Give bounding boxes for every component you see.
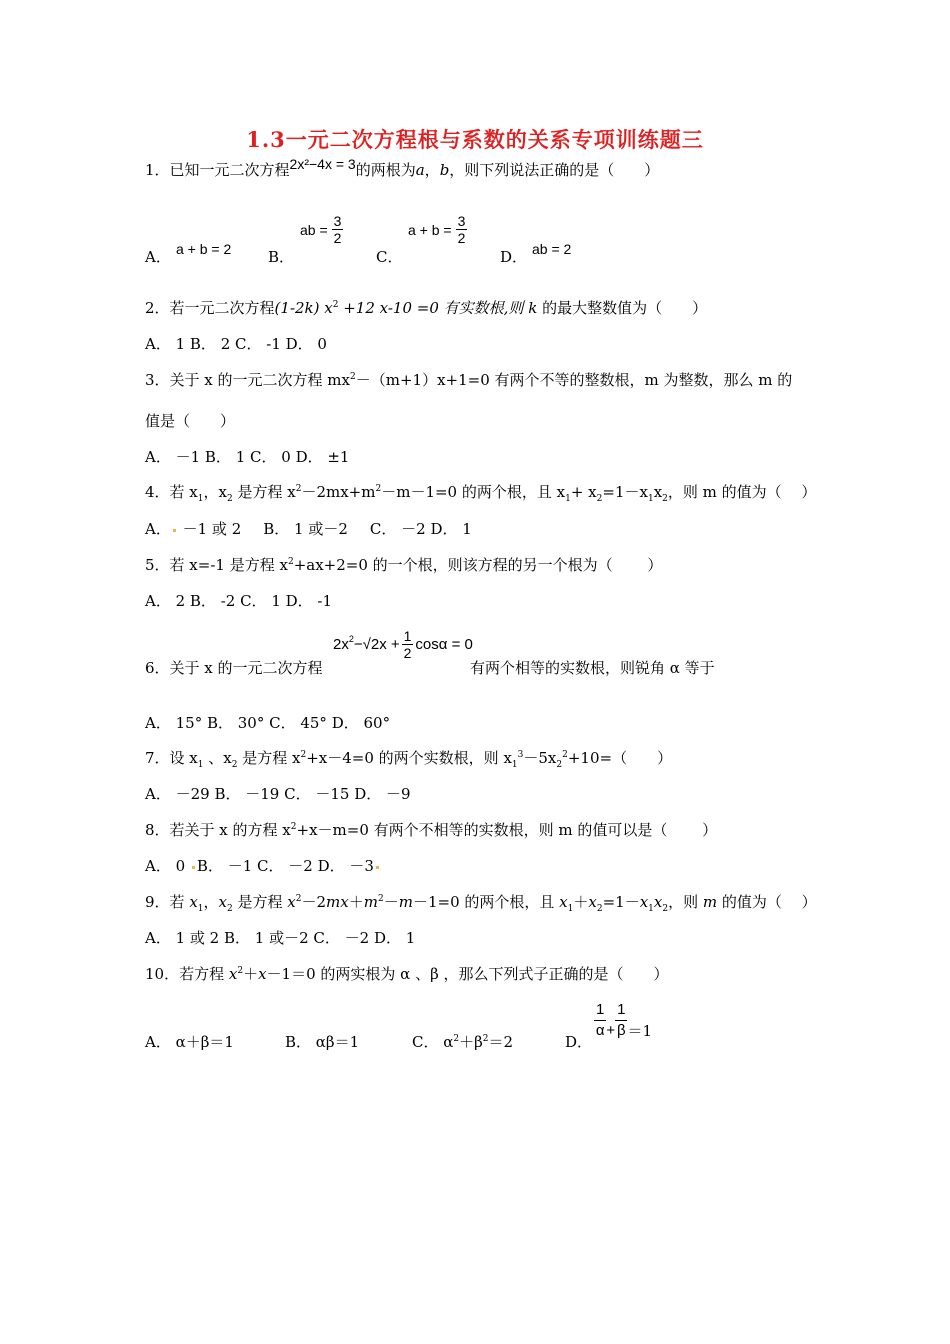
question-1 xyxy=(145,156,660,180)
question-9-text-g: －1=0 的两个根，且 xyxy=(412,893,560,911)
question-2-text-d: 的最大整数值为（ ） xyxy=(537,299,708,317)
numerator: 1 xyxy=(615,1000,627,1021)
subscript: 2 xyxy=(662,494,668,504)
question-4-text-h: x xyxy=(653,483,663,501)
denominator: β xyxy=(616,1022,626,1039)
question-9-text-f: － xyxy=(383,893,399,911)
eq-fraction xyxy=(402,628,414,661)
var-x: x xyxy=(258,965,267,983)
question-5-options: A． 2 B． -2 C． 1 D． -1 xyxy=(145,592,333,610)
question-7 xyxy=(145,748,672,768)
question-4-text-c: 是方程 x xyxy=(232,483,296,501)
numerator: 1 xyxy=(403,628,412,644)
question-4-text-g: =1－x xyxy=(602,483,648,501)
var-m: m xyxy=(702,893,718,911)
superscript: 2 xyxy=(295,484,302,494)
subscript: 2 xyxy=(231,760,238,770)
q1-option-b xyxy=(300,213,343,246)
superscript: 2 xyxy=(453,1034,460,1044)
var-a: a xyxy=(415,161,425,179)
equals-one: ＝1 xyxy=(627,1022,652,1040)
q1-option-c-lhs: a + b = xyxy=(408,221,452,238)
question-2-text: 2．若一元二次方程 xyxy=(145,299,275,317)
fraction-one-over-beta xyxy=(615,1000,627,1041)
var-x: x xyxy=(287,893,296,911)
subscript: 1 xyxy=(647,494,654,504)
q10-option-c-part: ＋β xyxy=(459,1033,483,1051)
superscript: 3 xyxy=(517,750,524,760)
superscript: 2 xyxy=(377,894,384,904)
question-9-text-i: =1－ xyxy=(602,893,640,911)
question-2 xyxy=(145,298,707,318)
question-8-text: 8．若关于 x 的方程 x xyxy=(145,821,291,839)
subscript: 1 xyxy=(511,760,518,770)
superscript: 2 xyxy=(290,822,297,832)
question-7-text: 7．设 x xyxy=(145,749,198,767)
separator: ， xyxy=(424,161,440,179)
superscript: 2 xyxy=(350,372,356,382)
var-m: m xyxy=(398,893,413,911)
q4-option-b: 1 或－2 xyxy=(289,520,348,538)
subscript: 1 xyxy=(567,904,574,914)
superscript: 2 xyxy=(295,894,302,904)
question-1-equation: 2x²−4x = 3 xyxy=(289,156,356,172)
question-4-text-d: －2mx+m xyxy=(301,483,376,501)
question-5-text-b: +ax+2=0 的一个根，则该方程的另一个根为（ ） xyxy=(293,556,663,574)
var-x: x xyxy=(218,893,227,911)
question-7-options: A． －29 B． －19 C． －15 D． －9 xyxy=(145,785,411,803)
denominator: 2 xyxy=(457,230,466,246)
question-9 xyxy=(145,892,817,912)
denominator: α xyxy=(595,1022,605,1039)
var-b: b xyxy=(439,161,450,179)
var-x: x xyxy=(653,893,663,911)
question-9-text-h: ＋ xyxy=(573,893,589,911)
q1-option-a-label: A． xyxy=(145,248,171,266)
var-x: x xyxy=(189,893,198,911)
question-10-text-c: －1＝0 的两实根为 α 、β ，那么下列式子正确的是（ ） xyxy=(266,965,669,983)
subscript: 2 xyxy=(556,760,563,770)
plus-sign: + xyxy=(606,1022,616,1039)
question-7-text-c: 是方程 x xyxy=(237,749,301,767)
question-9-text: 9．若 xyxy=(145,893,190,911)
question-7-text-b: 、x xyxy=(203,749,232,767)
question-3-text: 3．关于 x 的一元二次方程 mx xyxy=(145,371,350,389)
question-7-text-f: +10=（ ） xyxy=(567,749,673,767)
question-1-text-c: ，则下列说法正确的是（ ） xyxy=(449,161,660,179)
question-6-text-b: 有两个相等的实数根，则锐角 α 等于 xyxy=(470,659,715,677)
question-4-text-i: ，则 m 的值为（ ） xyxy=(667,483,817,501)
fraction-one-over-alpha xyxy=(594,1000,606,1041)
stray-dot-mark xyxy=(376,866,379,869)
question-8-text-b: +x－m=0 有两个不相等的实数根，则 m 的值可以是（ ） xyxy=(296,821,718,839)
question-10-text-b: ＋ xyxy=(243,965,259,983)
q1-option-c-fraction xyxy=(456,213,468,246)
var-m: m xyxy=(363,893,378,911)
subscript: 2 xyxy=(662,904,669,914)
numerator: 3 xyxy=(457,213,466,229)
superscript: 2 xyxy=(300,750,307,760)
question-9-text-k: 的值为（ ） xyxy=(717,893,817,911)
question-6-equation: 2x $^2$ −√2x + $\frac{1}{2}$ cosα = 0 xyxy=(333,628,473,661)
question-1-text: 1．已知一元二次方程 xyxy=(145,161,290,179)
q10-option-d-label: D． xyxy=(565,1033,593,1051)
var-x: x xyxy=(559,893,568,911)
question-1-text-b: 的两根为 xyxy=(355,161,416,179)
q4-option-b-label: B． xyxy=(263,520,290,538)
eq-part: −√2x + xyxy=(353,636,400,653)
superscript: 2 xyxy=(332,300,339,310)
q10-option-d xyxy=(594,1000,652,1041)
subscript: 1 xyxy=(197,760,204,770)
question-2-expr: (1-2k) x xyxy=(274,299,333,317)
question-10-text: 10．若方程 xyxy=(145,965,229,983)
eq-part: 2x xyxy=(333,636,349,653)
q1-option-d: ab = 2 xyxy=(532,241,572,257)
q4-option-a-label: A． xyxy=(145,520,171,538)
q10-option-a: A． α＋β＝1 xyxy=(145,1033,234,1051)
q1-option-b-fraction xyxy=(332,213,344,246)
question-9-options: A． 1 或 2 B． 1 或－2 C． －2 D． 1 xyxy=(145,929,416,947)
eq-part: cosα = 0 xyxy=(415,636,473,653)
question-6-options: A． 15° B． 30° C． 45° D． 60° xyxy=(145,714,391,732)
question-9-text-j: ，则 xyxy=(668,893,703,911)
numerator: 1 xyxy=(594,1000,606,1021)
subscript: 2 xyxy=(596,904,603,914)
question-5-text: 5．若 x=-1 是方程 x xyxy=(145,556,288,574)
subscript: 2 xyxy=(227,904,233,914)
question-7-text-e: －5x xyxy=(523,749,557,767)
q1-option-c-label: C． xyxy=(376,248,403,266)
question-4-text-f: + x xyxy=(570,483,597,501)
q1-option-d-label: D． xyxy=(500,248,528,266)
question-6-text: 6．关于 x 的一元二次方程 xyxy=(145,659,323,677)
q4-option-cd: C． －2 D． 1 xyxy=(369,520,472,538)
q1-option-b-label: B． xyxy=(268,248,295,266)
question-9-text-d: －2 xyxy=(301,893,327,911)
var-x: x xyxy=(639,893,649,911)
question-4-text-e: －m－1=0 的两个根，且 x xyxy=(381,483,566,501)
question-10 xyxy=(145,964,669,984)
var-x: x xyxy=(228,965,238,983)
var-x: x xyxy=(588,893,597,911)
q1-option-c xyxy=(408,213,467,246)
question-4-text-b: ，x xyxy=(203,483,227,501)
numerator: 3 xyxy=(333,213,342,229)
q4-option-a: －1 或 2 xyxy=(177,520,242,538)
q8-option-a: A． 0 xyxy=(145,857,190,875)
question-2-options: A． 1 B． 2 C． -1 D． 0 xyxy=(145,335,327,353)
q10-option-c-part: ＝2 xyxy=(488,1033,514,1051)
q10-option-c xyxy=(412,1032,513,1052)
subscript: 1 xyxy=(648,904,654,914)
stray-dot-mark xyxy=(173,529,176,532)
question-7-text-d: +x－4=0 的两个实数根，则 x xyxy=(306,749,512,767)
q1-option-b-lhs: ab = xyxy=(300,221,328,238)
question-3-options: A． －1 B． 1 C． 0 D． ±1 xyxy=(145,448,350,466)
question-8 xyxy=(145,820,717,840)
var-mx: mx xyxy=(326,893,349,911)
denominator: 2 xyxy=(333,230,342,246)
question-4-options xyxy=(145,519,472,539)
question-4-text: 4．若 x xyxy=(145,483,198,501)
var-k: k xyxy=(528,299,538,317)
superscript: 2 xyxy=(482,1034,489,1044)
page-title: 1.3一元二次方程根与系数的关系专项训练题三 xyxy=(246,127,704,152)
denominator: 2 xyxy=(403,645,412,661)
question-3-text-b: －（m+1）x+1=0 有两个不等的整数根，m 为整数，那么 m 的 xyxy=(355,371,793,389)
question-9-text-c: 是方程 xyxy=(232,893,288,911)
q8-option-rest: B． －1 C． －2 D． －3 xyxy=(196,857,374,875)
superscript: 2 xyxy=(375,484,382,494)
q10-option-b: B． αβ＝1 xyxy=(285,1033,360,1051)
subscript: 1 xyxy=(565,494,571,504)
subscript: 2 xyxy=(226,494,233,504)
stray-dot-mark xyxy=(192,866,195,869)
question-9-text-b: ， xyxy=(203,893,219,911)
superscript: 2 xyxy=(562,750,568,760)
superscript: 2 xyxy=(237,966,244,976)
subscript: 1 xyxy=(197,494,204,504)
subscript: 1 xyxy=(197,904,204,914)
question-3-line-2: 值是（ ） xyxy=(145,412,236,430)
subscript: 2 xyxy=(596,494,603,504)
question-8-options xyxy=(145,856,381,876)
q1-option-a: a + b = 2 xyxy=(176,241,232,257)
question-2-expr-b: +12 x-10 =0 有实数根,则 xyxy=(338,299,529,317)
superscript: 2 xyxy=(287,557,294,567)
question-3 xyxy=(145,370,792,390)
q10-option-c-part: C． α xyxy=(412,1033,454,1051)
question-9-text-e: ＋ xyxy=(348,893,364,911)
question-4 xyxy=(145,482,816,502)
question-5 xyxy=(145,555,662,575)
